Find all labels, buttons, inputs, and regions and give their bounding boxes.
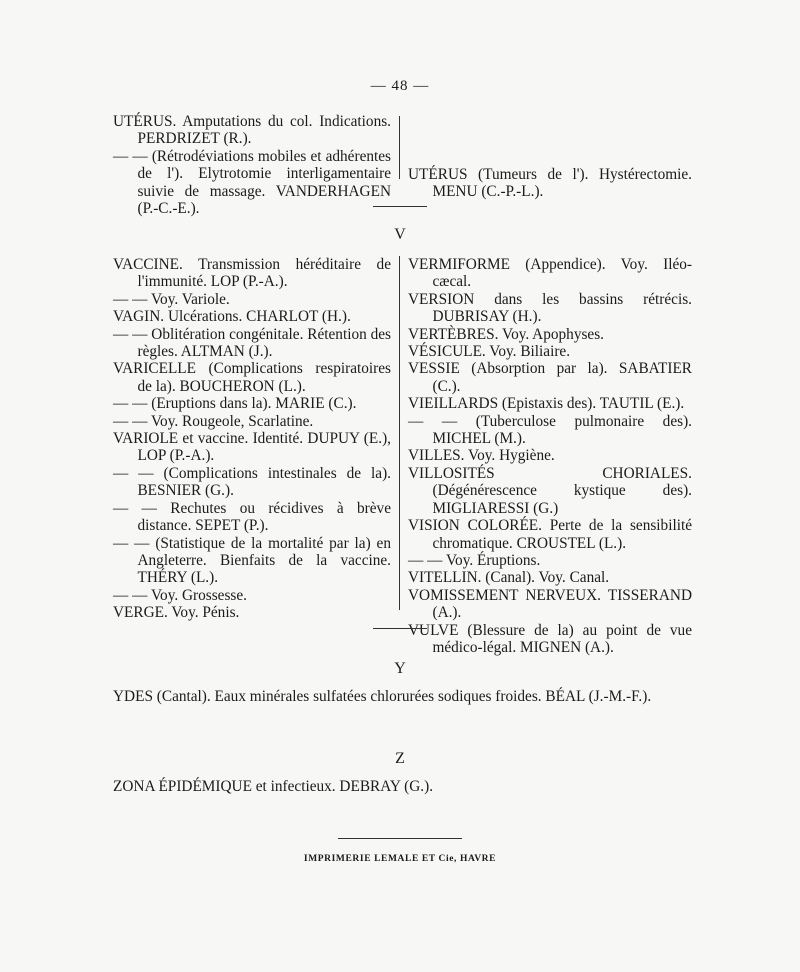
index-entry: — — Voy. Variole. — [113, 290, 230, 308]
index-entry: VERTÈBRES. Voy. Apophyses. — [408, 325, 604, 343]
index-entry: — — Voy. Rougeole, Scarlatine. — [113, 412, 314, 430]
index-entry: VARICELLE (Complications respiratoires de la). BOUCHERON (L.). — [113, 360, 391, 395]
index-entry: — — (Complications intestinales de la). BESNIER (G.). — [113, 464, 391, 500]
index-entry: VOMISSEMENT NERVEUX. TISSERAND (A.). — [408, 586, 692, 622]
printer-imprint: IMPRIMERIE LEMALE ET Cie, HAVRE — [303, 854, 497, 864]
index-entry: VERGE. Voy. Pénis. — [113, 604, 240, 622]
index-entry: YDES (Cantal). Eaux minérales sulfatées chlorurées sodiques froides. BÉAL (J.-M.-F.). — [113, 688, 652, 705]
column-divider — [399, 256, 400, 610]
section-y-entries — [113, 688, 713, 705]
index-entry: — — (Tuberculose pulmonaire des). MICHEL (M.). — [408, 412, 692, 448]
section-letter-y: Y — [394, 660, 406, 677]
index-entry: VÉSICULE. Voy. Biliaire. — [408, 343, 571, 361]
index-entry: — — (Statistique de la mortalité par la) en Angleterre. Bienfaits de la vaccine. THÉRY (L.). — [113, 534, 391, 587]
index-entry: VAGIN. Ulcérations. CHARLOT (H.). — [113, 308, 351, 326]
index-entry: VERSION dans les bassins rétrécis. DUBRISAY (H.). — [408, 290, 692, 326]
section-letter-v: V — [394, 226, 406, 243]
index-entry: VIEILLARDS (Epistaxis des). TAUTIL (E.). — [408, 395, 685, 413]
index-entry: VILLES. Voy. Hygiène. — [408, 447, 555, 465]
index-entry: ZONA ÉPIDÉMIQUE et infectieux. DEBRAY (G.). — [113, 778, 434, 795]
footer-rule — [338, 838, 462, 839]
index-entry: UTÉRUS (Tumeurs de l'). Hystérectomie. MENU (C.-P.-L.). — [408, 166, 692, 201]
index-entry: VILLOSITÉS CHORIALES. (Dégénérescence kystique des). MIGLIARESSI (G.) — [408, 464, 692, 517]
index-entry: VISION COLORÉE. Perte de la sensibilité chromatique. CROUSTEL (L.). — [408, 517, 692, 552]
index-entry: — — (Rétrodéviations mobiles et adhérentes de l'). Elytrotomie interligamentaire suivie de massage. VANDERHAGEN (P.-C.-E.). — [113, 147, 391, 218]
section-v-right-column — [408, 256, 692, 656]
index-entry: — — Oblitération congénitale. Rétention des règles. ALTMAN (J.). — [113, 325, 391, 361]
index-entry: UTÉRUS. Amputations du col. Indications. PERDRIZET (R.). — [113, 113, 391, 148]
section-rule — [373, 628, 427, 629]
section-z-entries — [113, 778, 713, 795]
top-right-column — [408, 166, 692, 201]
top-left-column — [113, 113, 391, 217]
section-letter-z: Z — [395, 750, 405, 767]
index-entry: VITELLIN. (Canal). Voy. Canal. — [408, 569, 610, 587]
index-entry: VARIOLE et vaccine. Identité. DUPUY (E.), LOP (P.-A.). — [113, 430, 391, 465]
index-entry: VERMIFORME (Appendice). Voy. Iléo-cæcal. — [408, 256, 692, 291]
index-entry: — — (Eruptions dans la). MARIE (C.). — [113, 395, 357, 413]
index-entry: — — Rechutes ou récidives à brève distance. SEPET (P.). — [113, 499, 391, 535]
section-rule — [373, 206, 427, 207]
index-entry: — — Voy. Grossesse. — [113, 586, 247, 604]
index-entry: VESSIE (Absorption par la). SABATIER (C.). — [408, 360, 692, 395]
section-v-left-column — [113, 256, 391, 622]
index-entry: — — Voy. Éruptions. — [408, 551, 541, 569]
index-entry: VULVE (Blessure de la) au point de vue médico-légal. MIGNEN (A.). — [408, 621, 692, 656]
page-number: — 48 — — [370, 78, 430, 94]
column-divider — [399, 116, 400, 179]
index-entry: VACCINE. Transmission héréditaire de l'immunité. LOP (P.-A.). — [113, 256, 391, 291]
